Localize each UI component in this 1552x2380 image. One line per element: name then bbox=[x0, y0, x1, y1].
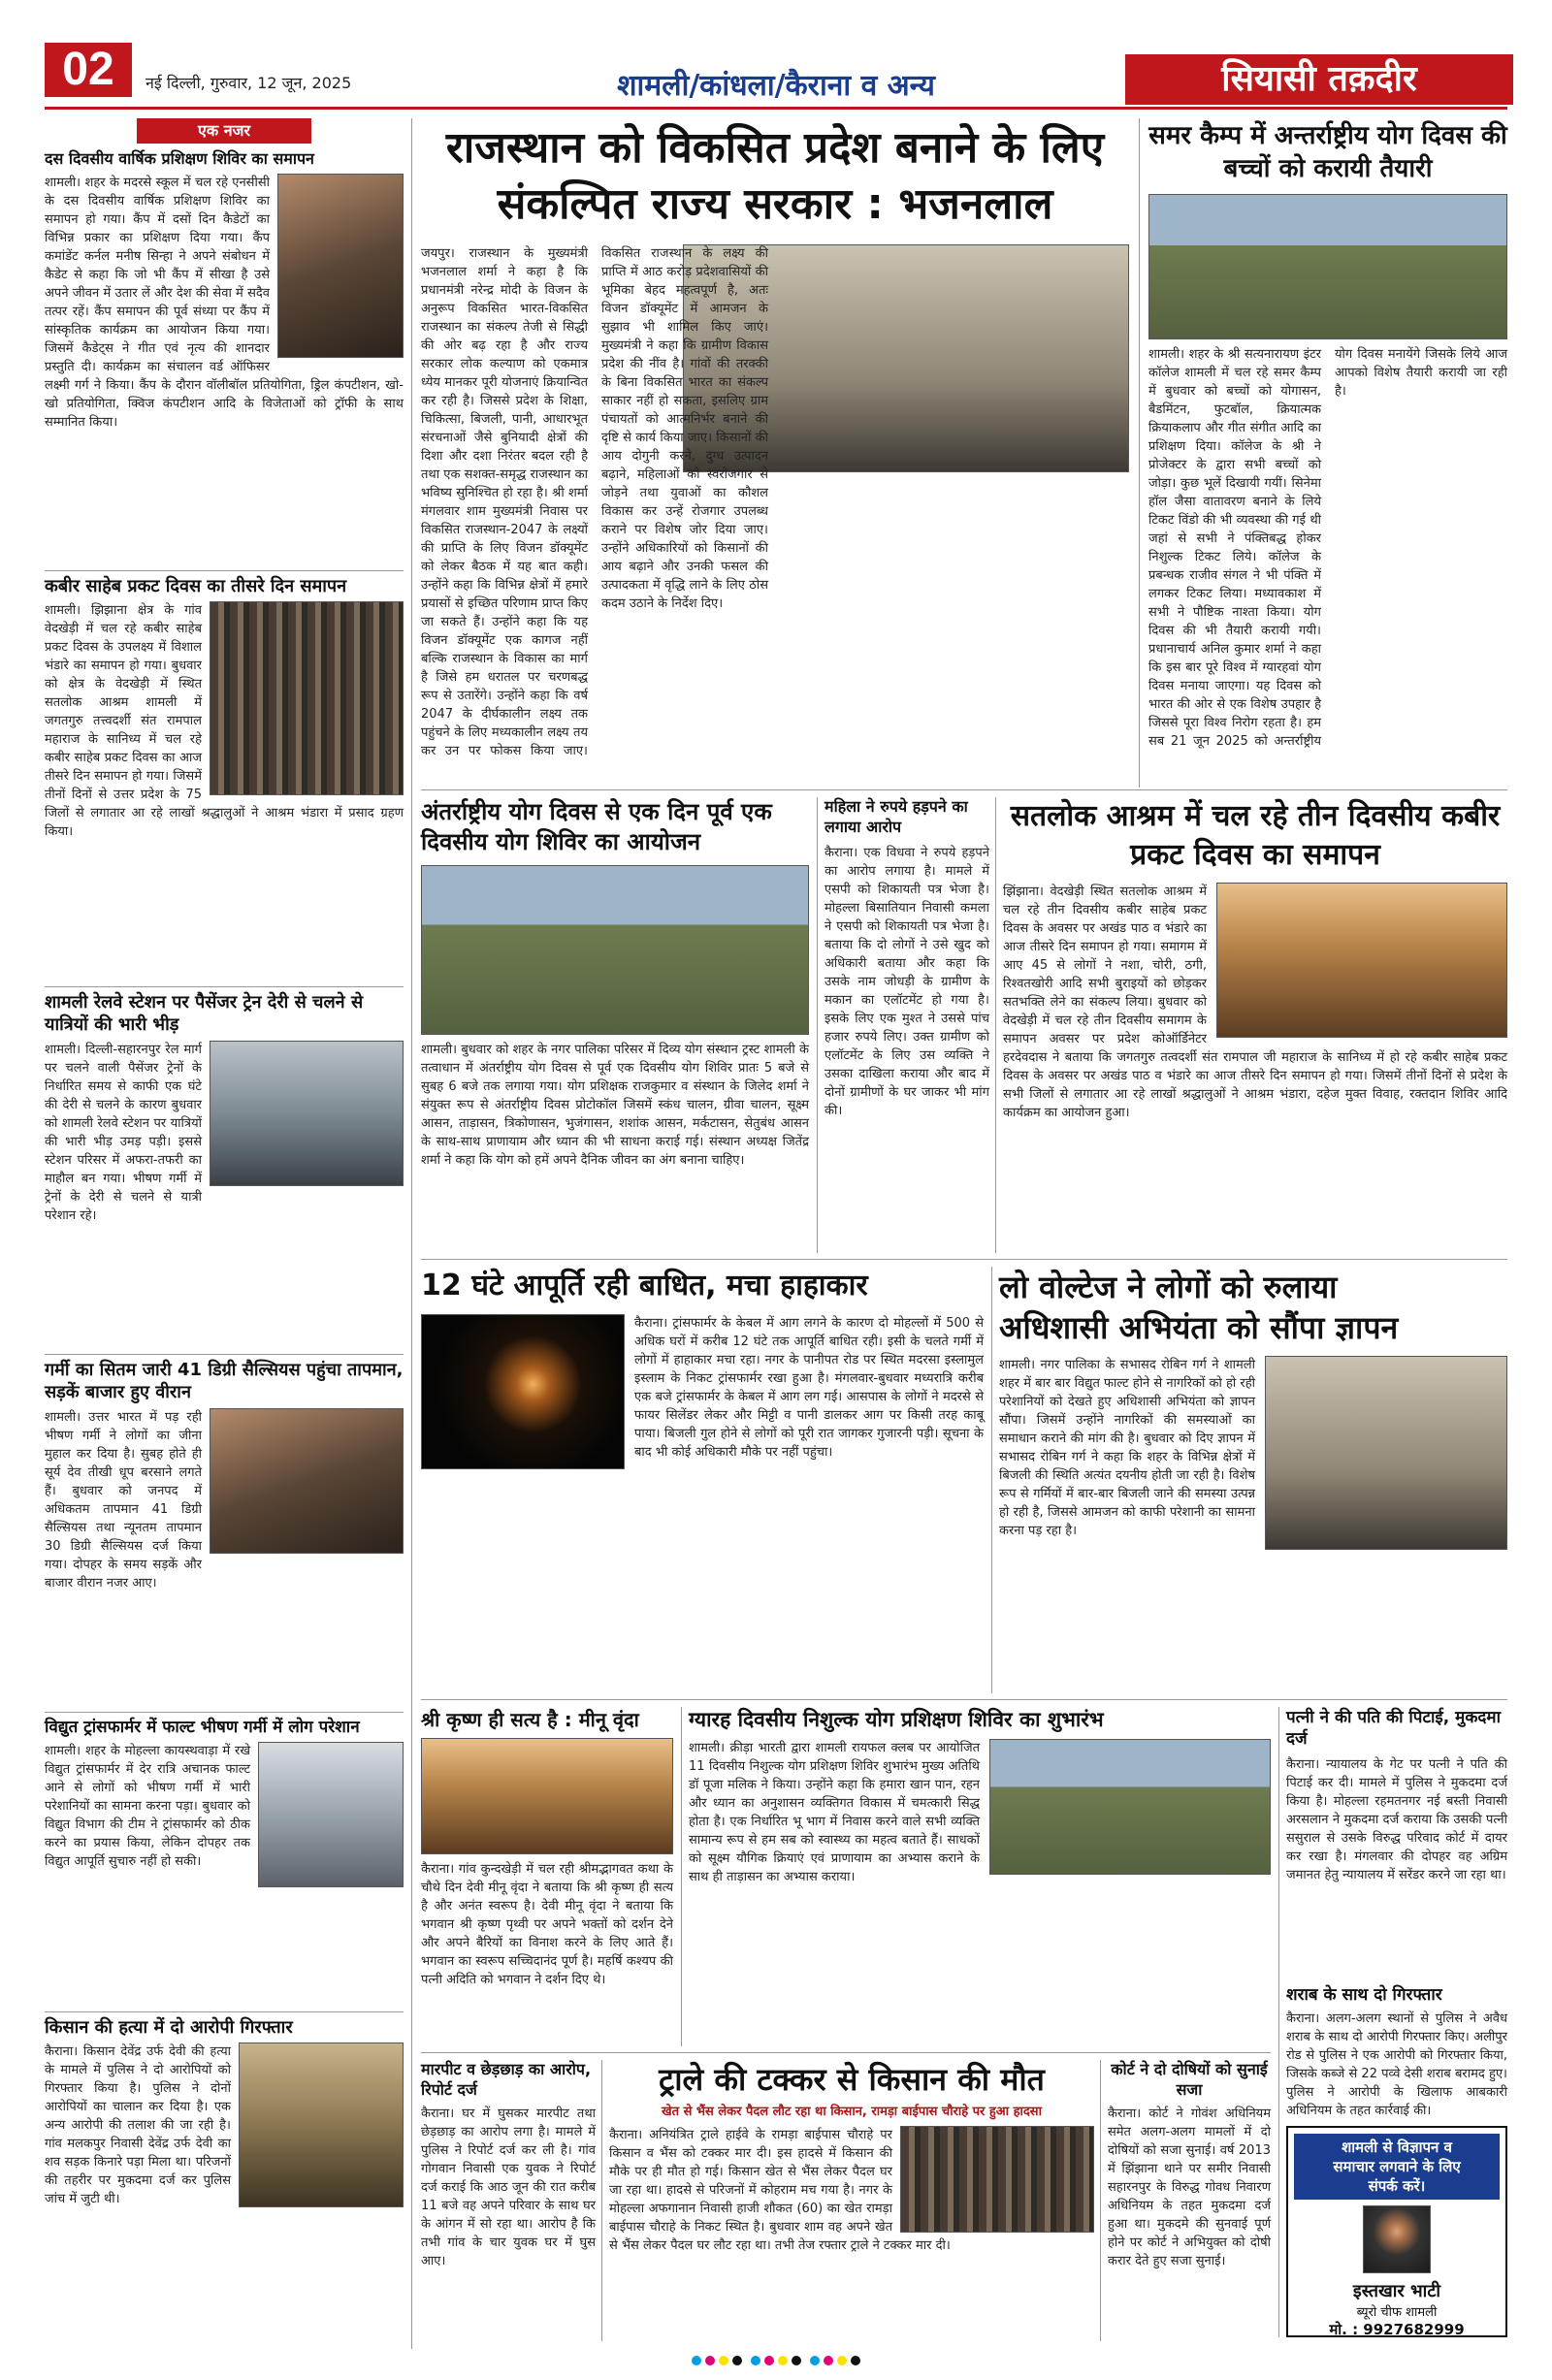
power-cut-headline: 12 घंटे आपूर्ति रही बाधित, मचा हाहाकार bbox=[421, 1269, 868, 1303]
court-body: कैराना। कोर्ट ने गोवंश अधिनियम समेत अलग-अलग मामलों में दो दोषियों को सजा सुनाई। वर्ष 2013 में झिंझाना थाने पर समीर निवासी सहारनपुर के विरुद्ध गोवध निवारण अधिनियम के तहत मुकदमा दर्ज हुआ था। मुकदमे की सुनवाई पूर्ण होने पर कोर्ट ने अभियुक्त को दोषी करार देते हुए सजा सुनाई। bbox=[1108, 2106, 1271, 2268]
tralley-story bbox=[609, 2060, 1094, 2341]
satlok-body: झिंझाना। वेदखेड़ी स्थित सतलोक आश्रम में चल रहे तीन दिवसीय कबीर साहेब प्रकट दिवस के अवसर पर अखंड पाठ व भंडारे का आज तीसरे दिन समापन हो गया। समागम में आए 45 से लोगों ने नशा, चोरी, ठगी, रिश्वतखोरी आदि सभी बुराइयों को छोड़कर सतभक्ति लेने का संकल्प लिया। बुधवार को वेदखेड़ी में चल रहे तीन दिवसीय समागम के समापन अवसर पर प्रदेश कोऑर्डिनेटर हरदेवदास ने बताया कि जगतगुरु तत्वदर्शी संत रामपाल जी महाराज के सानिध्य में हो रहे कबीर साहेब प्रकट दिवस के अवसर पर अखंड पाठ व भंडारे का आज तीसरे दिन समापन हो गया। जिसमें तीनों दिनों से प्रदेश के सभी जिलों से लगातार आ रहे लाखों श्रद्धालुओं ने आश्रम भंडारा, दहेज मुक्त विवाह, रक्तदान शिविर आदि कार्यक्रम का आयोजन हुआ। bbox=[1003, 884, 1507, 1120]
low-voltage-headline-2: अधिशासी अभियंता को सौंपा ज्ञापन bbox=[999, 1309, 1399, 1346]
ek-nazar-tag: एक नजर bbox=[137, 118, 311, 144]
left-item-body: कैराना। किसान देवेंद्र उर्फ देवी की हत्या के मामले में पुलिस ने दो आरोपियों को गिरफ्तार किया है। पुलिस ने दोनों आरोपियों का चालान कर दिया है। एक अन्य आरोपी की तलाश की जा रही है। गांव मलकपुर निवासी देवेंद्र उर्फ देवी का शव सड़क किनारे पड़ा मिला था। परिजनों की तहरीर पर मुकदमा दर्ज कर पुलिस जांच में जुटी थी। bbox=[45, 2044, 231, 2207]
mahila-headline: महिला ने रुपये हड़पने का लगाया आरोप bbox=[824, 797, 968, 836]
transformer-photo bbox=[258, 1742, 404, 1887]
low-voltage-headline-1: लो वोल्टेज ने लोगों को रुलाया bbox=[999, 1269, 1338, 1305]
left-item-title: शामली रेलवे स्टेशन पर पैसेंजर ट्रेन देरी से चलने से यात्रियों की भारी भीड़ bbox=[45, 992, 364, 1036]
patni-headline: पत्नी ने की पति की पिटाई, मुकदमा दर्ज bbox=[1286, 1708, 1501, 1750]
lead-headline-1: राजस्थान को विकसित प्रदेश बनाने के लिए bbox=[445, 123, 1105, 173]
lead-body: जयपुर। राजस्थान के मुख्यमंत्री भजनलाल शर्मा ने कहा है कि प्रधानमंत्री नरेन्द्र मोदी के विजन के अनुरूप विकसित भारत-विकसित राजस्थान का संकल्प तेजी से सिद्धी की ओर बढ़ रहा है और राज्य सरकार लोक कल्याण को एकमात्र ध्येय मानकर पूरी योजनाएं क्रियान्वित कर रही है। जिससे प्रदेश के शिक्षा, चिकित्सा, बिजली, पानी, आधारभूत संरचनाओं जैसे बुनियादी क्षेत्रों की दिशा और दशा निरंतर बदल रही है तथा एक सशक्त-समृद्ध राजस्थान का भविष्य सुनिश्चित हो रहा है। श्री शर्मा मंगलवार शाम मुख्यमंत्री निवास पर विकसित राजस्थान-2047 के लक्ष्यों की प्राप्ति के लिए विजन डॉक्यूमेंट को लेकर बैठक में यह बात कही। उन्होंने कहा कि विभिन्न क्षेत्रों में हमारे प्रयासों से इच्छित परिणाम प्राप्त किए जा सकते हैं। उन्होंने कहा कि यह विजन डॉक्यूमेंट एक कागज नहीं बल्कि राजस्थान के विकास का मार्ग है जिसे हम धरातल पर चरणबद्ध रूप से उतारेंगे। उन्होंने कहा कि वर्ष 2047 के दीर्घकालीन लक्ष्य तक पहुंचने के लिए मध्यकालीन लक्ष्य तय कर उन पर फोकस किया जाए। विकसित राजस्थान के लक्ष्य की प्राप्ति में आठ करोड़ प्रदेशवासियों की भूमिका बेहद महत्वपूर्ण है, अतः विजन डॉक्यूमेंट में आमजन के सुझाव भी शामिल किए जाएं। मुख्यमंत्री ने कहा कि ग्रामीण विकास प्रदेश की नींव है। गांवों की तरक्की के बिना विकसित भारत का संकल्प साकार नहीं हो सकता, इसलिए ग्राम पंचायतों को आत्मनिर्भर बनाने की दृष्टि से कार्य किया जाए। किसानों की आय दोगुनी करने, दुग्ध उत्पादन बढ़ाने, महिलाओं को स्वरोजगार से जोड़ने तथा युवाओं का कौशल विकास कर उन्हें रोजगार उपलब्ध कराने पर विशेष जोर दिया जाए। उन्होंने अधिकारियों को किसानों की आय बढ़ाने और उनकी फसल की उत्पादकता में वृद्धि लाने के लिए ठोस कदम उठाने के निर्देश दिए। bbox=[421, 246, 768, 758]
divider bbox=[45, 986, 404, 987]
brand-title: सियासी तक़दीर bbox=[1125, 54, 1513, 105]
left-item-heat bbox=[45, 1359, 404, 1708]
samar-camp-body: शामली। शहर के श्री सत्यनारायण इंटर कॉलेज शामली में चल रहे समर कैम्प में बुधवार को बच्चों को योगासन, बैडमिंटन, फुटबॉल, क्रियात्मक क्रियाकलाप और गीत संगीत आदि का प्रशिक्षण दिया। कॉलेज के श्री ने प्रोजेक्टर के द्वारा सभी बच्चों को जोड़ा। कुछ भूलें दिखायी गयीं। सिनेमा हॉल जैसा वातावरण बनाने के लिये टिकट विंडो की भी व्यवस्था की गई थी जहां से सभी ने पंक्तिबद्ध होकर निशुल्क टिकट लिये। कॉलेज के प्रबन्धक राजीव संगल ने भी पंक्ति में लगकर टिकट लिया। मध्यावकाश में सभी ने पौष्टिक नाश्ता किया। योग दिवस की भी तैयारी करायी गयी। प्रधानाचार्य अनिल कुमार शर्मा ने कहा कि इस बार पूरे विश्व में ग्यारहवां योग दिवस मनाया जाएगा। यह दिवस को भारत की ओर से एक विशेष उपहार है जिससे पूरा विश्व निरोग रहता है। हम सब 21 जून 2025 को अन्तर्राष्ट्रीय योग दिवस मनायेंगे जिसके लिये आज आपको विशेष तैयारी करायी जा रही है। bbox=[1148, 346, 1507, 749]
maarpeet-body: कैराना। घर में घुसकर मारपीट तथा छेड़छाड़ का आरोप लगा है। मामले में पुलिस ने रिपोर्ट दर्ज कर ली है। गांव गोगवान निवासी एक युवक ने रिपोर्ट दर्ज कराई कि आठ जून की रात करीब 11 बजे वह अपने परिवार के साथ घर के आंगन में सो रहा था। आरोप है कि तभी गांव के चार युवक घर में घुस आए। bbox=[421, 2106, 596, 2268]
lead-story bbox=[421, 120, 1129, 786]
divider bbox=[45, 570, 404, 571]
divider bbox=[681, 1707, 682, 2046]
advertisement-box bbox=[1286, 2126, 1507, 2337]
arrest-photo bbox=[239, 2042, 404, 2207]
gyarah-yoga-body: शामली। क्रीड़ा भारती द्वारा शामली रायफल क्लब पर आयोजित 11 दिवसीय निशुल्क योग प्रशिक्षण शिविर शुभारंभ मुख्य अतिथि डॉ पूजा मलिक ने किया। उन्होंने कहा कि हमारा खान पान, रहन और ध्यान का अनुशासन व्यक्तिगत विकास में चमत्कारी सिद्ध होता है। एक निर्धारित भू भाग में निवास करने वाले सभी व्यक्ति सामान्य रूप से हम सब को स्वास्थ्य का महत्व बताते हैं। साधकों को सूक्ष्म यौगिक क्रियाएं एवं प्राणायाम का अभ्यास कराने के साथ ही ताड़ासन का अभ्यास कराया। bbox=[689, 1741, 980, 1885]
masthead-rule bbox=[45, 107, 1507, 110]
patni-body: कैराना। न्यायालय के गेट पर पत्नी ने पति की पिटाई कर दी। मामले में पुलिस ने मुकदमा दर्ज किया है। मोहल्ला रहमतनगर नई बस्ती निवासी अरसलान ने मुकदमा दर्ज कराया कि उसकी पत्नी ससुराल से उसके विरुद्ध परिवाद कोर्ट में दायर कर रखा है। मंगलवार की दोपहर वह अग्रिम जमानत हेतु न्यायालय में सरेंडर करने जा रहा था। bbox=[1286, 1757, 1507, 1883]
patni-story bbox=[1286, 1707, 1507, 1978]
divider bbox=[411, 118, 412, 2349]
kabir-crowd-photo bbox=[210, 601, 404, 795]
left-item-title: कबीर साहेब प्रकट दिवस का तीसरे दिन समापन bbox=[45, 576, 347, 596]
power-cut-story bbox=[421, 1267, 984, 1693]
mahila-story bbox=[824, 797, 989, 1253]
advert-phone: मो. : 9927682999 bbox=[1329, 2321, 1465, 2338]
section-title: शामली/कांधला/कैराना व अन्य bbox=[617, 69, 935, 103]
tralley-subhead: खेत से भैंस लेकर पैदल लौट रहा था किसान, रामड़ा बाईपास चौराहे पर हुआ हादसा bbox=[662, 2104, 1042, 2119]
divider bbox=[421, 1699, 1507, 1700]
lead-headline-2: संकल्पित राज्य सरकार : भजनलाल bbox=[497, 179, 1053, 229]
low-voltage-body: शामली। नगर पालिका के सभासद रोबिन गर्ग ने शामली शहर में बार बार विद्युत फाल्ट होने से नागरिकों को हो रही परेशानियों को देखते हुए अधिशासी अभियंता को ज्ञापन सौंपा। जिसमें उन्होंने नागरिकों की समस्याओं का समाधान कराने की मांग की है। बुधवार को दिए ज्ञापन में सभासद रोबिन गर्ग ने कहा कि शहर के विभिन्न क्षेत्रों में बिजली की स्थिति अत्यंत दयनीय होती जा रही है। विशेष रूप से गर्मियों में बार-बार बिजली जाने की समस्या उत्पन्न हो रही है, जिससे आमजन को काफी परेशानी का सामना करना पड़ रहा है। bbox=[999, 1358, 1255, 1538]
gyarah-yoga-headline: ग्यारह दिवसीय निशुल्क योग प्रशिक्षण शिविर का शुभारंभ bbox=[689, 1708, 1104, 1731]
maarpeet-story bbox=[421, 2060, 596, 2341]
page-number: 02 bbox=[45, 43, 132, 97]
left-column bbox=[45, 118, 404, 2349]
left-item-ncc bbox=[45, 149, 404, 566]
kathavachak-photo bbox=[421, 1738, 673, 1854]
divider bbox=[421, 789, 1507, 790]
left-item-title: किसान की हत्या में दो आरोपी गिरफ्तार bbox=[45, 2017, 293, 2038]
maarpeet-headline: मारपीट व छेड़छाड़ का आरोप, रिपोर्ट दर्ज bbox=[421, 2060, 592, 2099]
left-item-body: शामली। शहर के मोहल्ला कायस्थवाड़ा में रखे विद्युत ट्रांसफार्मर में देर रात्रि अचानक फाल्ट आने से लोगों को भीषण गर्मी में भारी परेशानियों का सामना करना पड़ा। बुधवार को विद्युत विभाग की टीम ने ट्रांसफार्मर को ठीक करने का प्रयास किया, लेकिन दोपहर तक विद्युत आपूर्ति सुचारु नहीं हो सकी। bbox=[45, 1744, 250, 1870]
left-item-body: शामली। झिझाना क्षेत्र के गांव वेदखेड़ी में चल रहे कबीर साहेब प्रकट दिवस के उपलक्ष्य में विशाल भंडारे का समापन हो गया। बुधवार को क्षेत्र के वेदखेड़ी में स्थित सतलोक आश्रम शामली में जगतगुरु तत्त्वदर्शी संत रामपाल महाराज के सानिध्य में चल रहे कबीर साहेब प्रकट दिवस का आज तीसरे दिन समापन हो गया। जिसमें तीनों दिनों से उत्तर प्रदेश के 75 जिलों से लगातार आ रहे लाखों श्रद्धालुओं ने आश्रम भंडारा में प्रसाद ग्रहण किया। bbox=[45, 603, 404, 840]
bureau-chief-photo bbox=[1363, 2205, 1431, 2273]
sharab-headline: शराब के साथ दो गिरफ्तार bbox=[1286, 1985, 1442, 2005]
ncc-photo bbox=[277, 174, 404, 358]
divider bbox=[45, 1712, 404, 1713]
gyarah-yoga-story bbox=[689, 1707, 1271, 2046]
divider bbox=[421, 1259, 1507, 1260]
divider bbox=[991, 1267, 992, 1693]
divider bbox=[45, 2011, 404, 2012]
yoga-shivir-body: शामली। बुधवार को शहर के नगर पालिका परिसर में दिव्य योग संस्थान ट्रस्ट शामली के तत्वाधान में अंतर्राष्ट्रीय योग दिवस से पूर्व एक दिवसीय योग शिविर प्रातः 5 बजे से सुबह 6 बजे तक लगाया गया। योग प्रशिक्षक राजकुमार व संस्थान के जिलेद शर्मा ने संयुक्त रूप से अंतर्राष्ट्रीय दिवस प्रोटोकॉल जिसमें स्कंध चालन, ग्रीवा चालन, सूक्ष्म आसन, ताड़ासन, त्रिकोणासन, भुजंगासन, शशांक आसन, मर्कटासन, सेतुबंध आसन के साथ-साथ प्राणायाम और ध्यान की भी साधना कराई गई। संस्थान अध्यक्ष जितेंद्र शर्मा ने कहा कि योग को हमें अपने दैनिक जीवन का अंग बनाना चाहिए। bbox=[421, 1043, 809, 1169]
krishna-body: कैराना। गांव कुन्दखेड़ी में चल रही श्रीमद्भागवत कथा के चौथे दिन देवी मीनू वृंदा ने बताया कि श्री कृष्ण ही सत्य है और अनंत स्वरूप है। देवी मीनू वृंदा ने बताया कि भगवान श्री कृष्ण पृथ्वी पर अपने भक्तों को दर्शन देने और अपने बैरियों का विनाश करने के लिए आते हैं। भगवान का स्वरूप सच्चिदानंद पूर्ण है। महर्षि कश्यप की पत्नी अदिति को भगवान ने दर्शन दिए थे। bbox=[421, 1862, 673, 1987]
left-item-body: शामली। दिल्ली-सहारनपुर रेल मार्ग पर चलने वाली पैसेंजर ट्रेनों के निर्धारित समय से काफी एक घंटे की देरी से चलने के कारण बुधवार को शामली रेलवे स्टेशन पर यात्रियों की भारी भीड़ उमड़ पड़ी। इससे स्टेशन परिसर में अफरा-तफरी का माहौल बन गया। भीषण गर्मी में ट्रेनों के देरी से चलने से यात्री परेशान रहे। bbox=[45, 1042, 202, 1223]
advert-banner bbox=[1294, 2134, 1500, 2200]
tralley-headline: ट्राले की टक्कर से किसान की मौत bbox=[659, 2061, 1045, 2098]
yoga-shivir-headline: अंतर्राष्ट्रीय योग दिवस से एक दिन पूर्व एक दिवसीय योग शिविर का आयोजन bbox=[421, 798, 772, 856]
print-registration-marks bbox=[45, 2351, 1507, 2370]
divider bbox=[1139, 118, 1140, 788]
court-headline: कोर्ट ने दो दोषियों को सुनाई सजा bbox=[1111, 2060, 1268, 2099]
krishna-story bbox=[421, 1707, 673, 2046]
divider bbox=[45, 1354, 404, 1355]
power-cut-body: कैराना। ट्रांसफार्मर के केबल में आग लगने के कारण दो मोहल्लों में 500 से अधिक घरों में करीब 12 घंटे तक आपूर्ति बाधित रही। इसी के चलते गर्मी में लोगों में हाहाकार मचा रहा। नगर के पानीपत रोड पर स्थित मदरसा इस्लामुल इस्लाम के निकट ट्रांसफार्मर रखा हुआ है। मंगलवार-बुधवार मध्यरात्रि करीब एक बजे ट्रांसफार्मर के केबल में आग लग गई। आसपास के लोगों ने मदरसे से फायर सिलेंडर लेकर और मिट्टी व पानी डालकर आग पर किसी तरह काबू पाया। बिजली गुल होने से लोगों को पूरी रात जागकर गुजारनी पड़ी। सूचना के बाद भी कोई अधिकारी मौके पर नहीं पहुंचा। bbox=[634, 1316, 984, 1460]
advert-name: इस्तखार भाटी bbox=[1352, 2281, 1441, 2301]
advert-line-2: समाचार लगवाने के लिए bbox=[1333, 2158, 1461, 2175]
satlok-photo bbox=[1216, 883, 1507, 1038]
dateline: नई दिल्ली, गुरुवार, 12 जून, 2025 bbox=[146, 74, 352, 92]
divider bbox=[995, 797, 996, 1253]
left-item-body: शामली। शहर के मदरसे स्कूल में चल रहे एनसीसी के दस दिवसीय वार्षिक प्रशिक्षण शिविर का समापन हो गया। कैंप में दसों दिन कैडेटों का विभिन्न प्रकार का प्रशिक्षण दिया गया। कैंप कमांडेंट कर्नल मनीष सिन्हा ने अपने संबोधन में कैडेट से कहा कि जो भी कैंप में सीखा है उसे अपने जीवन में उतार लें और देश की सेवा में सदैव तत्पर रहें। कैंप समापन की पूर्व संध्या पर कैंप में सांस्कृतिक कार्यक्रम का आयोजन किया गया। जिसमें कैडेट्स ने गीत एवं नृत्य की शानदार प्रस्तुति दी। कार्यक्रम का संचालन वर्ड ऑफिसर लक्ष्मी गर्ग ने किया। कैंप के दौरान वॉलीबॉल प्रतियोगिता, ड्रिल कंपटीशन, खो-खो प्रतियोगिता, क्विज कंपटीशन आदि के विजेताओं को ट्रॉफी के साथ सम्मानित किया। bbox=[45, 175, 404, 430]
satlok-headline: सतलोक आश्रम में चल रहे तीन दिवसीय कबीर प्रकट दिवस का समापन bbox=[1010, 799, 1501, 872]
advert-line-3: संपर्क करें। bbox=[1368, 2177, 1426, 2195]
yoga-shivir-photo bbox=[421, 865, 809, 1035]
railway-station-photo bbox=[210, 1041, 404, 1186]
divider bbox=[421, 2052, 1271, 2053]
krishna-headline: श्री कृष्ण ही सत्य है : मीनू वृंदा bbox=[421, 1708, 639, 1731]
sharab-story bbox=[1286, 1984, 1507, 2120]
yoga-shivir-story bbox=[421, 797, 809, 1253]
left-item-kabir bbox=[45, 575, 404, 982]
left-item-murder bbox=[45, 2016, 404, 2375]
advert-line-1: शामली से विज्ञापन व bbox=[1342, 2139, 1452, 2156]
tralley-body: कैराना। अनियंत्रित ट्राले हाईवे के रामड़ा बाईपास चौराहे पर किसान व भैंस को टक्कर मार दी। इस हादसे में किसान की मौके पर ही मौत हो गई। किसान खेत से भैंस लेकर पैदल घर जा रहा था। हादसे से परिजनों में कोहराम मच गया है। नगर के मोहल्ला अफगानान निवासी हाजी शौकत (60) का खेत रामड़ा बाईपास चौराहे के निकट स्थित है। बुधवार शाम वह अपने खेत से भैंस लेकर पैदल घर लौट रहा था। तभी तेज रफ्तार ट्राले ने टक्कर मार दी। bbox=[609, 2128, 951, 2254]
left-item-title: विद्युत ट्रांसफार्मर में फाल्ट भीषण गर्मी में लोग परेशान bbox=[45, 1718, 360, 1737]
divider bbox=[1278, 1707, 1279, 2337]
mahila-body: कैराना। एक विधवा ने रुपये हड़पने का आरोप लगाया है। मामले में एसपी को शिकायती पत्र भेजा है। मोहल्ला बिसातियान निवासी कमला ने एसपी को शिकायती पत्र भेजा है। बताया कि दो लोगों ने उसे खुद को अधिकारी बताया और कहा कि उसके नाम जोधड़ी के ग्रामीण के मकान का एलॉटमेंट हो गया है। इसके लिए एक मुश्त ने उससे पांच हजार रुपये लिए। उक्त ग्रामीण को एलॉटमेंट के लिए उस व्यक्ति ने उसका दाखिला कराया और बाद में दोनों ग्रामीणों के घर जाकर भी मांग की। bbox=[824, 845, 989, 1118]
left-item-railway bbox=[45, 991, 404, 1350]
left-item-title: दस दिवसीय वार्षिक प्रशिक्षण शिविर का समापन bbox=[45, 149, 314, 168]
accident-photo bbox=[900, 2126, 1094, 2233]
power-cut-photo bbox=[421, 1314, 625, 1469]
samar-camp-photo bbox=[1148, 194, 1507, 339]
court-story bbox=[1108, 2060, 1271, 2341]
heat-photo bbox=[210, 1408, 404, 1554]
left-item-transformer bbox=[45, 1717, 404, 2008]
divider bbox=[1100, 2060, 1101, 2341]
left-item-body: शामली। उत्तर भारत में पड़ रही भीषण गर्मी ने लोगों का जीना मुहाल कर दिया है। सुबह होते ही सूर्य देव तीखी धूप बरसाने लगते हैं। बुधवार को जनपद में अधिकतम तापमान 41 डिग्री सैल्सियस तथा न्यूनतम तापमान 30 डिग्री सैल्सियस दर्ज किया गया। दोपहर के समय सड़कें और बाजार वीरान नजर आए। bbox=[45, 1409, 202, 1591]
divider bbox=[601, 2060, 602, 2341]
samar-camp-headline: समर कैम्प में अन्तर्राष्ट्रीय योग दिवस की बच्चों को करायी तैयारी bbox=[1148, 121, 1507, 183]
samar-camp-story bbox=[1148, 120, 1507, 786]
memorandum-photo bbox=[1265, 1356, 1507, 1550]
gyarah-yoga-photo bbox=[989, 1739, 1271, 1875]
divider bbox=[817, 797, 818, 1253]
satlok-story bbox=[1003, 797, 1507, 1253]
left-item-title: गर्मी का सितम जारी 41 डिग्री सैल्सियस पहुंचा तापमान, सड़कें बाजार हुए वीरान bbox=[45, 1360, 404, 1403]
sharab-body: कैराना। अलग-अलग स्थानों से पुलिस ने अवैध शराब के साथ दो आरोपी गिरफ्तार किए। अलीपुर रोड से पुलिस ने एक आरोपी को गिरफ्तार किया, जिसके कब्जे से 22 पव्वे देसी शराब बरामद हुए। पुलिस ने आरोपी के खिलाफ आबकारी अधिनियम के तहत कार्रवाई की। bbox=[1286, 2011, 1507, 2119]
low-voltage-story bbox=[999, 1267, 1507, 1693]
advert-designation: ब्यूरो चीफ शामली bbox=[1356, 2305, 1438, 2320]
